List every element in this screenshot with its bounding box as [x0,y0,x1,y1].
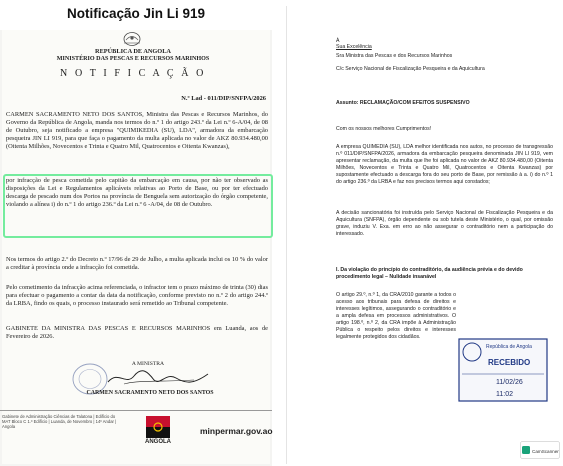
footer-address: Gabinete de Administração Ciências de Talatona | Edifício do MAT Bloco C 1.º Edifício | Luanda, de Novembro | 14º Andar | Angola [2,414,117,429]
stamp-title: República de Angola [486,344,532,350]
signature-icon [104,368,214,388]
viewer-title: Notificação Jin Li 919 [66,6,206,21]
paragraph-4: Pelo cometimento da infracção acima referenciada, o infractor tem o prazo máximo de trinta (30) dias para efectuar o pagamento a contar da data da notificação, conforme previsto no n.º 2 do artigo 244.º da LRBA, findo os quais, o processo instaurado será remetido ao Tribunal competente. [6,284,268,308]
letter-greeting: Com os nossos melhores Cumprimentos! [336,126,432,132]
reference-number: N.º Lad - 011/DIP/SNFPA/2026 [181,95,266,102]
section-heading: I. Da violação do princípio do contraditório, da audiência prévia e do devido procedimento legal – Nulidade insanável [336,267,523,280]
paragraph-3: Nos termos do artigo 2.º do Decreto n.º 17/96 de 29 de Julho, a multa aplicada inclui os 10 % do valor a creditar à província onde a infracção foi cometida. [6,256,268,272]
angola-emblem-icon [121,31,143,47]
stamp-received-label: RECEBIDO [488,358,531,367]
document-title: N O T I F I C A Ç Ã O [60,68,206,79]
recipient-title: Sua Excelência [336,44,372,50]
recipient-prefix: À [336,38,340,44]
footer-divider [0,410,272,411]
received-stamp [458,338,548,402]
signer-role: A MINISTRA [131,361,165,367]
footer-logo-label: ANGOLA [145,439,171,445]
footer-website: minpermar.gov.ao [200,426,273,436]
carbon-copy: C/c Serviço Nacional de Fiscalização Pesqueira e da Aquicultura [336,66,485,72]
stamp-time: 11:02 [496,391,513,398]
paragraph-5: GABINETE DA MINISTRA DAS PESCAS E RECURSOS MARINHOS em Luanda, aos de Fevereiro de 2026. [6,325,268,341]
letter-paragraph-2: A decisão sancionatória foi instruída pelo Serviço Nacional de Fiscalização Pesqueira e da Aquicultura (SNFPA), órgão dependente ou sob tutela deste Ministério, o qual, por omissão grave, induziu V. Exa. em erro ao não assegurar o contraditório nem a participação do interessado. [336,210,553,237]
paragraph-1: CARMEN SACRAMENTO NETO DOS SANTOS, Ministra das Pescas e Recursos Marinhos, do Governo da República de Angola, manda nos termos do n.º 1 do artigo 243.º da Lei n.º 6-A/04, de 08 de Outubro, seja notificado a empresa "QUIMIKEDIA (SU), LDA", armadora da embarcação pesqueira JIN LI 919, para que faça o pagamento da multa aplicada no valor de AKZ 80.934.480,00 (Oitenta Milhões, Novecentos e Trinta e Quatro Mil, Quatrocentos e Oitenta Kwanzas), [6,111,268,151]
letter-paragraph-3: O artigo 29.º, n.º 1, da CRA/2010 garante a todos o acesso aos tribunais para defesa de direitos e interesses legítimos, assegurando o contraditório e a ampla defesa em processos administrativos. O artigo 198.º, n.º 2, da CRA impõe à Administração Pública o respeito pelos direitos e interesses legalmente protegidos dos cidadãos. [336,292,456,340]
camscanner-icon [522,446,530,454]
letter-paragraph-1: A empresa QUIMEDIA (SU), LDA melhor identificada nos autos, no processo de transgressão n.º 011/DIP/SNFPA/2026, armadora da embarcação pesqueira denominada JIN LI 919, vem apresentar reclamação, da multa que lhe foi aplicada no valor de AKZ 80.934.480,00 (Oitenta Milhões, Novecentos e Trinta e Quatro Mil, Quatrocentos e Oitenta Kwanzas) por supostamente efectuado a descarga fora do seu porto de Base, por remissão à a. i) do n.º 1 do artigo 236.º da LRBA e faz nos precisos termos aqui constados; [336,144,553,185]
camscanner-label: CamScanner [532,449,559,454]
camscanner-badge [520,441,560,459]
paragraph-2: por infracção de pesca cometida pelo capitão da embarcação em causa, por não ter observado as disposições da Lei e Regulamentos aplicáveis relativas ao Porto de Base, ou por ter efectuado descarga de pescado num dos Portos na província de Benguela sem autorização do órgão competente, violando a alínea i) do n.º 1 do artigo 236.º da Lei n.º 6 -A/04, de 08 de Outubro. [6,177,268,209]
government-logo-icon [138,414,178,440]
highlight-box [3,174,273,238]
ministry-heading: MINISTÉRIO DAS PESCAS E RECURSOS MARINHOS [56,56,210,62]
signer-name: CARMEN SACRAMENTO NETO DOS SANTOS [86,390,214,396]
republic-heading: REPÚBLICA DE ANGOLA [95,48,171,55]
stamp-date: 11/02/26 [496,379,523,386]
recipient-name: Sra Ministra das Pescas e dos Recursos Marinhos [336,53,453,59]
letter-subject: Assunto: RECLAMAÇÃO/COM EFEITOS SUSPENSIVO [336,100,470,106]
